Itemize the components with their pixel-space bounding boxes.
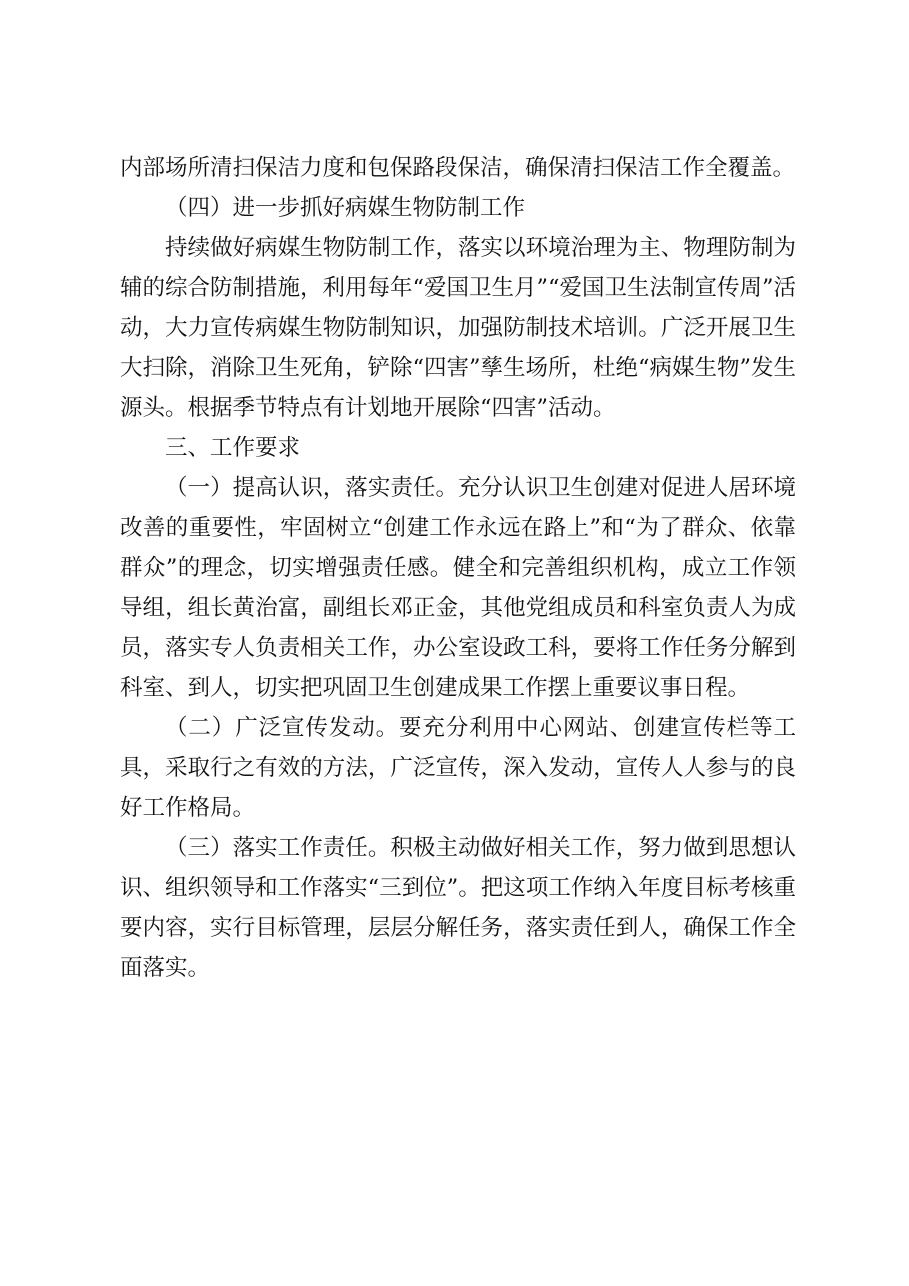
paragraph-requirement-3: （三）落实工作责任。积极主动做好相关工作，努力做到思想认识、组织领导和工作落实“三到位”。把这项工作纳入年度目标考核重要内容，实行目标管理，层层分解任务，落实责任到人，确保工作全面落实。 <box>120 835 796 981</box>
section-heading-vector-control: （四）进一步抓好病媒生物防制工作 <box>165 195 526 221</box>
section-heading-work-requirements: 三、工作要求 <box>165 435 301 461</box>
document-body <box>120 148 796 988</box>
paragraph-vector-control: 持续做好病媒生物防制工作，落实以环境治理为主、物理防制为辅的综合防制措施，利用每年“爱国卫生月”“爱国卫生法制宣传周”活动，大力宣传病媒生物防制知识，加强防制技术培训。广泛开展卫生大扫除，消除卫生死角，铲除“四害”孳生场所，杜绝“病媒生物”发生源头。根据季节特点有计划地开展除“四害”活动。 <box>120 235 797 421</box>
paragraph-continuation: 内部场所清扫保洁力度和包保路段保洁，确保清扫保洁工作全覆盖。 <box>120 155 796 181</box>
paragraph-requirement-1: （一）提高认识，落实责任。充分认识卫生创建对促进人居环境改善的重要性，牢固树立“创建工作永远在路上”和“为了群众、依靠群众”的理念，切实增强责任感。健全和完善组织机构，成立工作领导组，组长黄治富，副组长邓正金，其他党组成员和科室负责人为成员，落实专人负责相关工作，办公室设政工科，要将工作任务分解到科室、到人，切实把巩固卫生创建成果工作摆上重要议事日程。 <box>120 475 796 701</box>
paragraph-requirement-2: （二）广泛宣传发动。要充分利用中心网站、创建宣传栏等工具，采取行之有效的方法，广泛宣传，深入发动，宣传人人参与的良好工作格局。 <box>120 715 796 821</box>
